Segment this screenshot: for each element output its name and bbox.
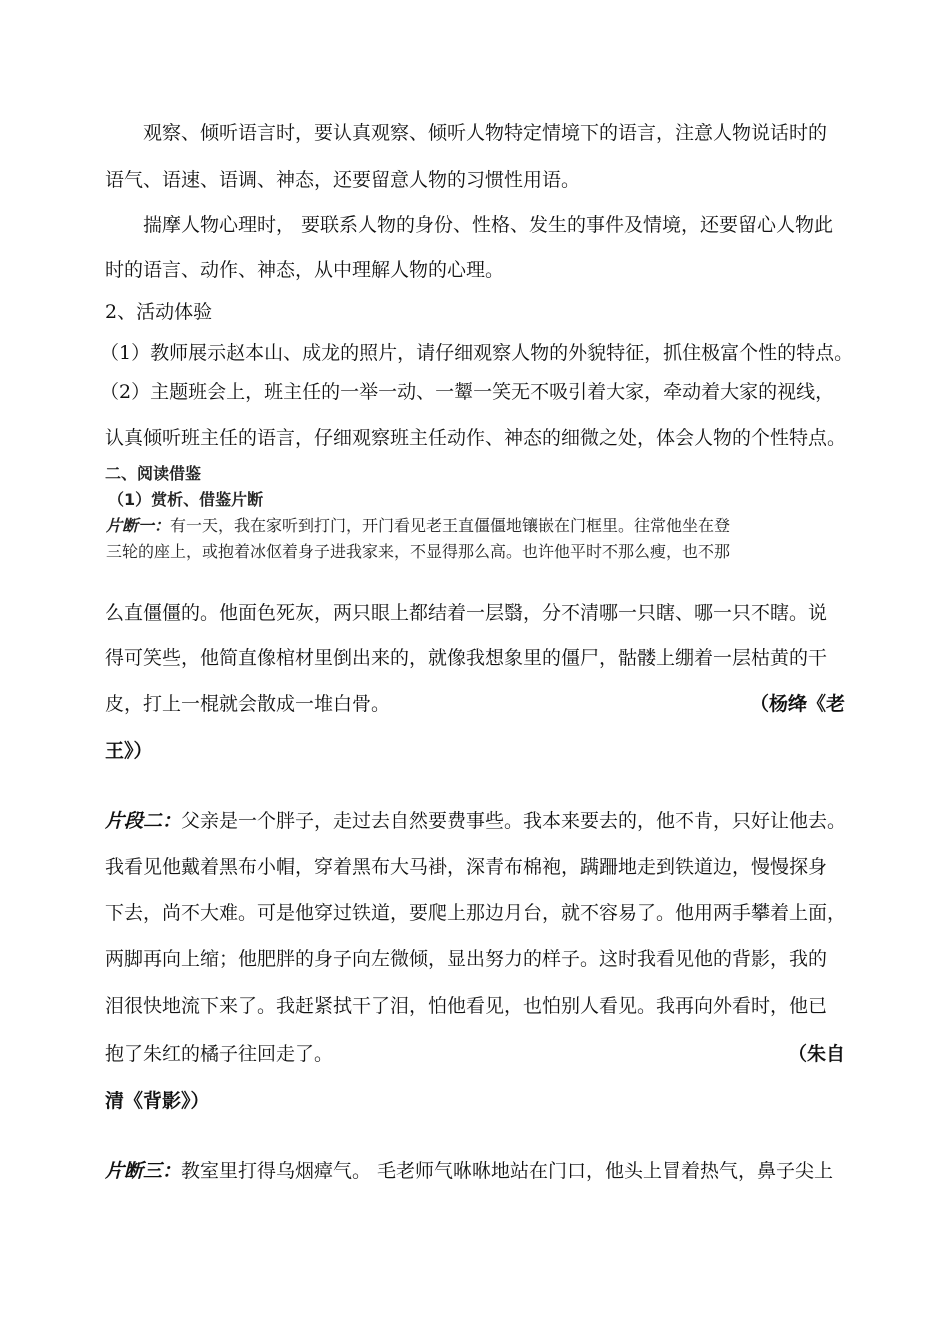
paragraph-line: 观察、倾听语言时，要认真观察、倾听人物特定情境下的语言，注意人物说话时的 (143, 122, 828, 144)
activity-item: （2）主题班会上，班主任的一举一动、一颦一笑无不吸引着大家，牵动着大家的视线， (100, 381, 835, 403)
paragraph-line: 揣摩人物心理时， 要联系人物的身份、性格、发生的事件及情境，还要留心人物此 (143, 214, 834, 236)
fragment-text: 有一天，我在家听到打门，开门看见老王直僵僵地镶嵌在门框里。往常他坐在登 (170, 516, 731, 535)
section-title: 2、活动体验 (105, 301, 213, 323)
fragment-line (105, 809, 846, 833)
fragment-line: 得可笑些，他简直像棺材里倒出来的，就像我想象里的僵尸，骷髅上绷着一层枯黄的干 (105, 647, 828, 669)
fragment-line: 三轮的座上，或抱着冰伛着身子进我家来，不显得那么高。也许他平时不那么瘦，也不那 (106, 542, 731, 561)
activity-item: （1）教师展示赵本山、成龙的照片，请仔细观察人物的外貌特征，抓住极富个性的特点。 (100, 342, 854, 364)
fragment-line: 两脚再向上缩；他肥胖的身子向左微倾，显出努力的样子。这时我看见他的背影，我的 (105, 948, 828, 970)
reading-heading: 二、阅读借鉴 (105, 464, 202, 483)
fragment-text: 父亲是一个胖子，走过去自然要费事些。我本来要去的，他不肯，只好让他去。 (181, 810, 847, 832)
fragment-label: 片断三： (105, 1160, 182, 1182)
fragment-label: 片段二： (105, 810, 182, 832)
fragment-source: （朱自 (787, 1043, 845, 1065)
fragment-line: 皮，打上一棍就会散成一堆白骨。 (105, 693, 391, 715)
fragment-line: 么直僵僵的。他面色死灰，两只眼上都结着一层翳，分不清哪一只瞎、哪一只不瞎。说 (105, 602, 828, 624)
fragment-line (106, 514, 730, 538)
fragment-text: 教室里打得乌烟瘴气。 毛老师气咻咻地站在门口，他头上冒着热气，鼻子尖上 (181, 1160, 834, 1182)
paragraph-line: 语气、语速、语调、神态，还要留意人物的习惯性用语。 (105, 169, 581, 191)
reading-subheading: （1）赏析、借鉴片断 (108, 490, 264, 509)
fragment-line (105, 1159, 833, 1183)
fragment-line: 抱了朱红的橘子往回走了。 (105, 1043, 334, 1065)
fragment-line: 我看见他戴着黑布小帽，穿着黑布大马褂，深青布棉袍，蹒跚地走到铁道边，慢慢探身 (105, 856, 828, 878)
fragment-source: 清《背影》） (105, 1090, 210, 1112)
activity-item: 认真倾听班主任的语言，仔细观察班主任动作、神态的细微之处，体会人物的个性特点。 (105, 427, 847, 449)
fragment-label: 片断一： (106, 516, 171, 535)
fragment-source: 王》） (105, 740, 153, 762)
fragment-line: 泪很快地流下来了。我赶紧拭干了泪，怕他看见，也怕别人看见。我再向外看时，他已 (105, 995, 828, 1017)
fragment-line: 下去，尚不大难。可是他穿过铁道，要爬上那边月台，就不容易了。他用两手攀着上面， (105, 902, 847, 924)
paragraph-line: 时的语言、动作、神态，从中理解人物的心理。 (105, 259, 505, 281)
fragment-source: （杨绛《老 (749, 693, 845, 715)
